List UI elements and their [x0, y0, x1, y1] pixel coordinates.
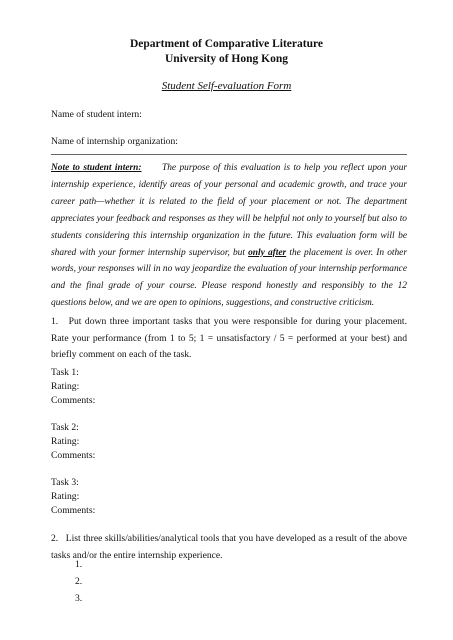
note-to-student: [51, 160, 407, 312]
note-text-2: the placement is over. In other words, your responses will in no way jeopardize the evaluation of your internship performance and the final grade of your course. Please respond honestly and responsibly to the 12 questions below, and we are open to opinions, suggestions, and constructive criticism.: [51, 247, 407, 309]
department-heading: Department of Comparative Literature: [130, 38, 323, 50]
task-1-comments: Comments:: [51, 395, 96, 406]
form-title: Student Self-evaluation Form: [161, 80, 292, 92]
note-emphasis: only after: [248, 247, 287, 258]
task-3-rating: Rating:: [51, 491, 80, 502]
skill-item-1: 1.: [75, 559, 83, 570]
note-lead: Note to student intern:: [51, 163, 142, 173]
task-2-comments: Comments:: [51, 450, 96, 461]
divider: [51, 154, 407, 155]
note-text-1: The purpose of this evaluation is to help you reflect upon your internship experience, identify areas of your personal and academic growth, and trace your career path—whether it is related to the field of your placement or not. The department appreciates your feedback and responses as they will be helpful not only to yourself but also to students considering this internship organization in the future. This evaluation form will be shared with your former internship supervisor, but: [51, 163, 408, 258]
task-1-rating: Rating:: [51, 381, 80, 392]
question-2: 2. List three skills/abilities/analytical tools that you have developed as a result of the above tasks and/or the entire internship experience.: [51, 533, 407, 561]
university-heading: University of Hong Kong: [165, 53, 288, 65]
organization-label: Name of internship organization:: [51, 136, 178, 147]
task-3-title: Task 3:: [51, 477, 79, 488]
task-3-comments: Comments:: [51, 505, 96, 516]
skill-item-2: 2.: [75, 576, 83, 587]
student-name-label: Name of student intern:: [51, 109, 142, 120]
question-1: 1. Put down three important tasks that you were responsible for during your placement. Rate your performance (from 1 to 5; 1 = unsatisfactory / 5 = performed at your best) and briefly comment on each of the task.: [51, 316, 407, 360]
task-1-title: Task 1:: [51, 367, 79, 378]
task-2-rating: Rating:: [51, 436, 80, 447]
skill-item-3: 3.: [75, 593, 83, 604]
task-2-title: Task 2:: [51, 422, 79, 433]
